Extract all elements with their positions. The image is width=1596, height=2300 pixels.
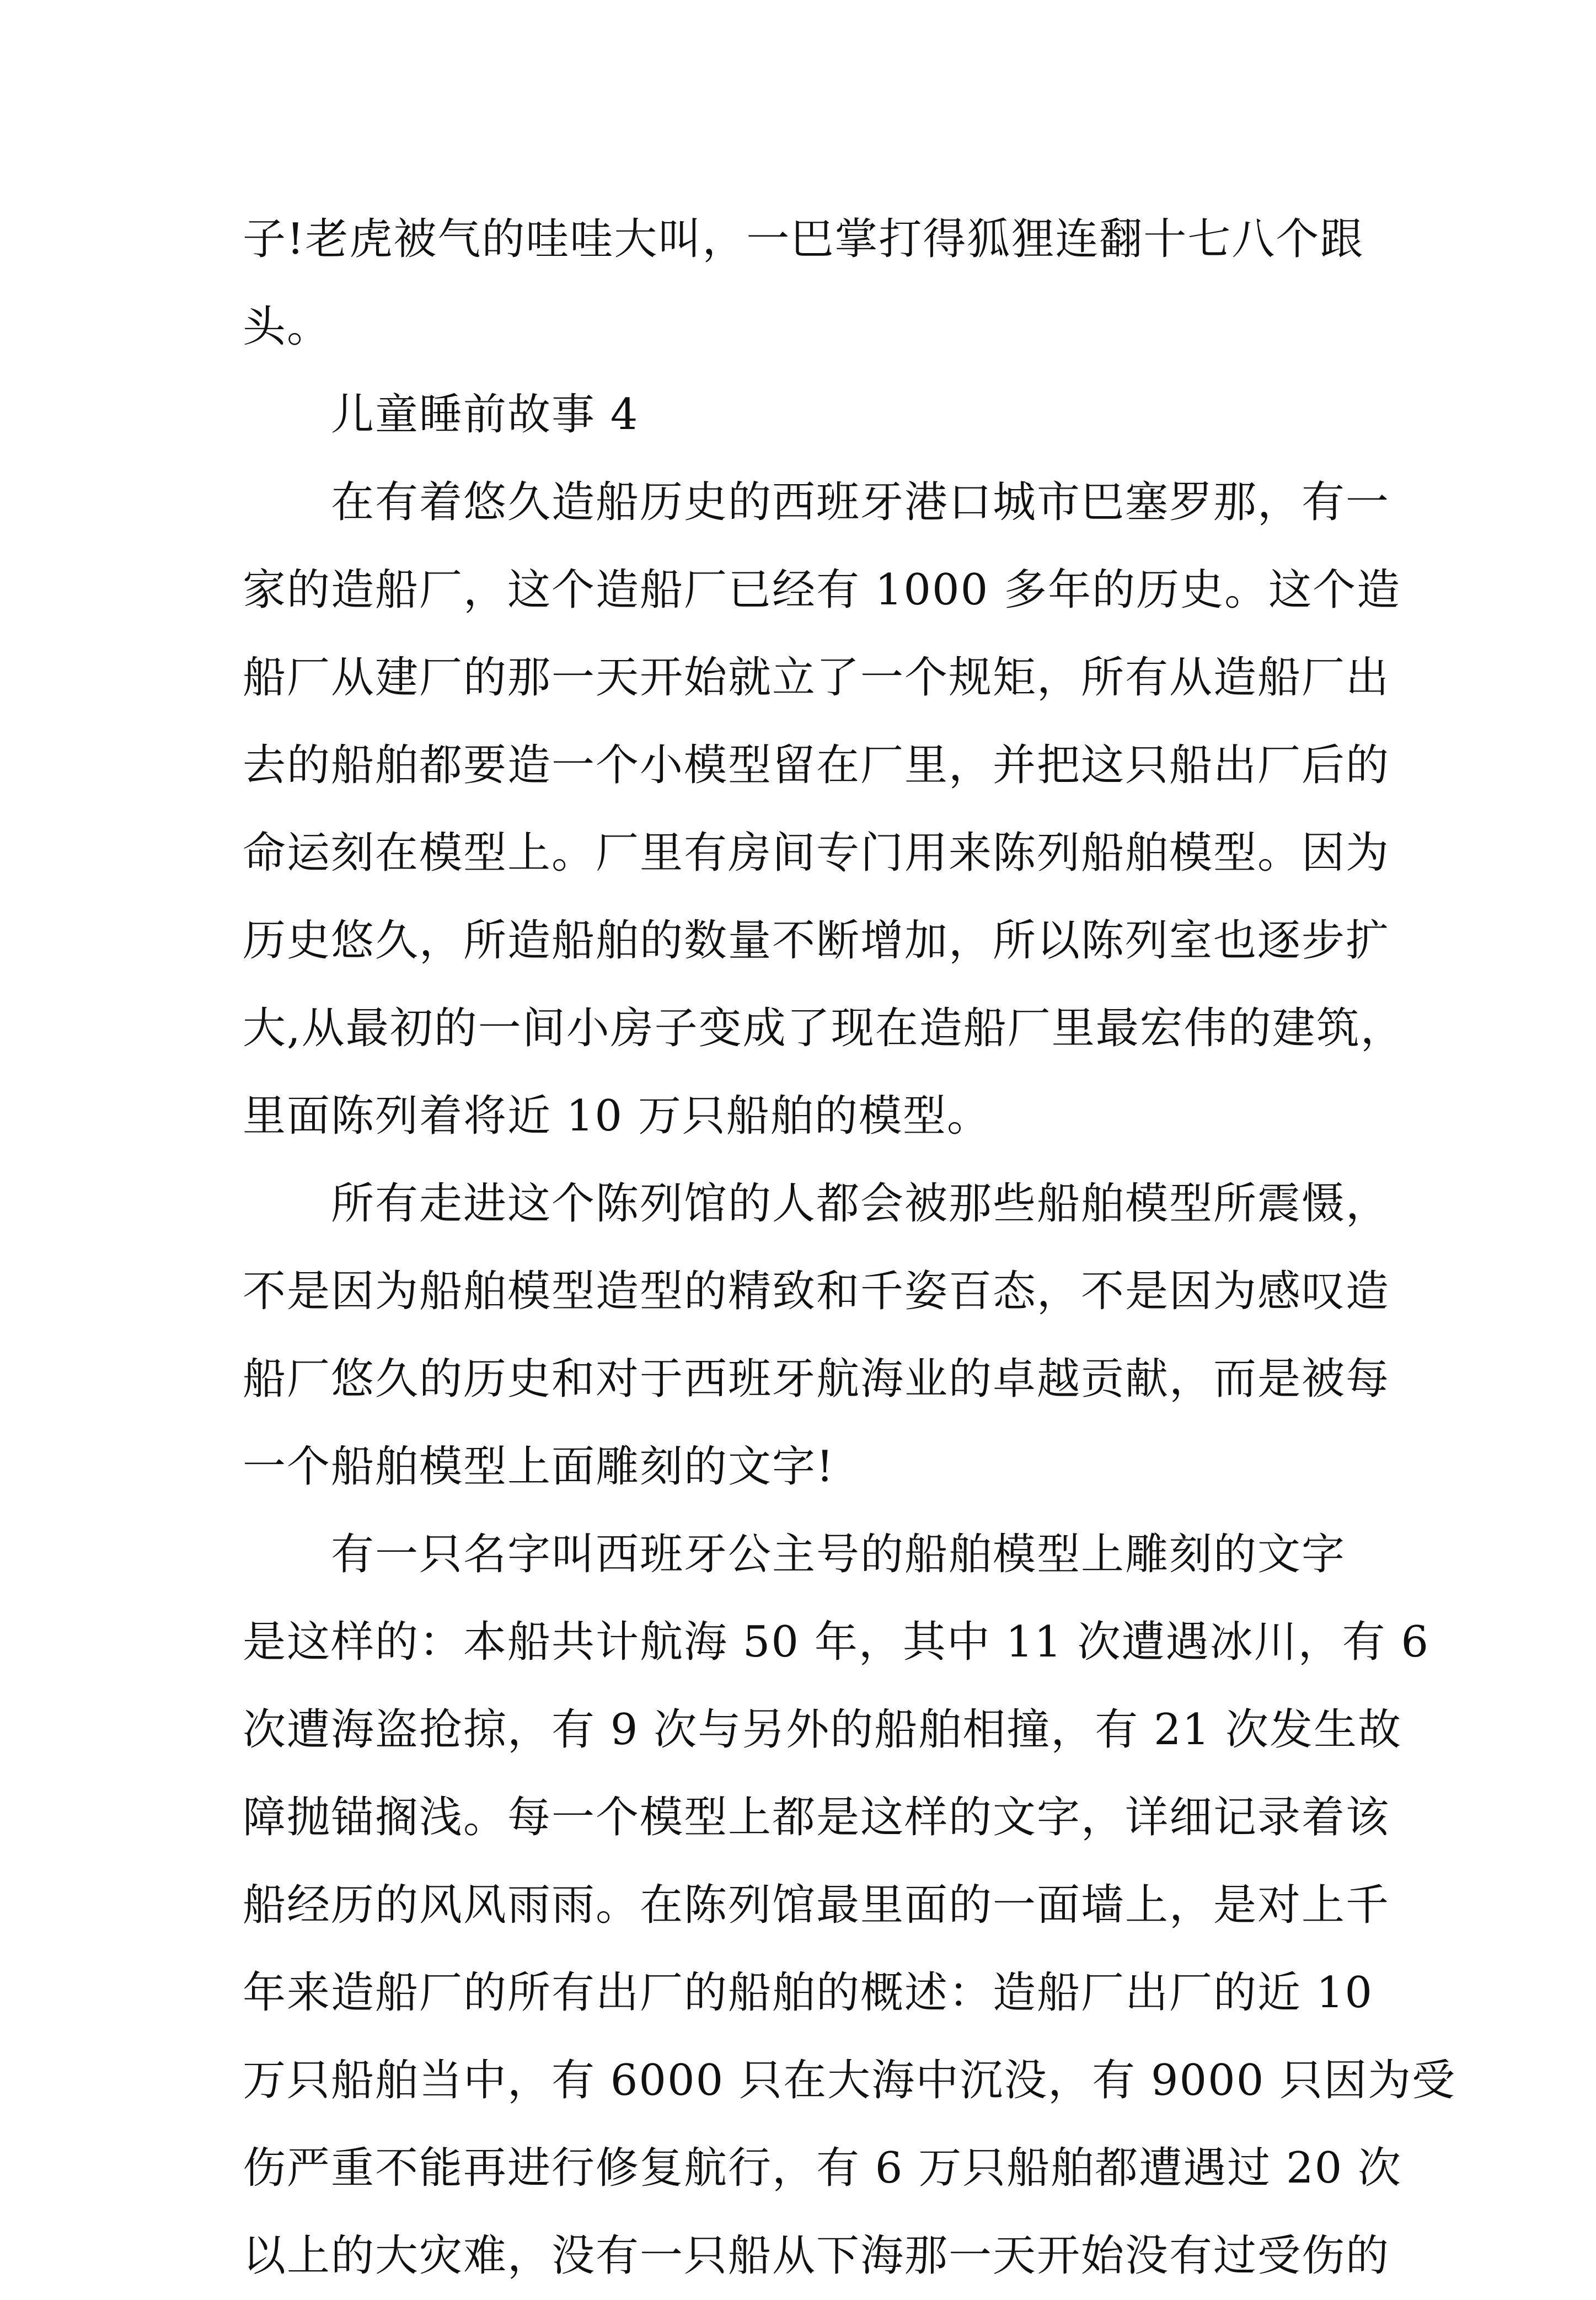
text-line: 去的船舶都要造一个小模型留在厂里，并把这只船出厂后的: [243, 741, 1390, 790]
paragraph-2: [243, 1160, 1390, 1511]
text-line: 不是因为船舶模型造型的精致和千姿百态，不是因为感叹造: [243, 1267, 1390, 1316]
text-line: 家的造船厂，这个造船厂已经有 1000 多年的历史。这个造: [243, 565, 1401, 615]
text-line: 在有着悠久造船历史的西班牙港口城市巴塞罗那，有一: [331, 478, 1390, 527]
text-line: 伤严重不能再进行修复航行，有 6 万只船舶都遭遇过 20 次: [243, 2143, 1402, 2193]
text-line: 大,从最初的一间小房子变成了现在造船厂里最宏伟的建筑，: [243, 1004, 1405, 1053]
paragraph-continued: [243, 196, 1364, 371]
text-line: 次遭海盗抢掠，有 9 次与另外的船舶相撞，有 21 次发生故: [243, 1705, 1402, 1755]
text-line: 船厂悠久的历史和对于西班牙航海业的卓越贡献，而是被每: [243, 1354, 1390, 1404]
text-line: 障抛锚搁浅。每一个模型上都是这样的文字，详细记录着该: [243, 1793, 1390, 1842]
text-line: 年来造船厂的所有出厂的船舶的概述：造船厂出厂的近 10: [243, 1968, 1374, 2018]
text-line: 一个船舶模型上面雕刻的文字!: [243, 1442, 835, 1492]
heading-text: 儿童睡前故事 4: [331, 390, 639, 439]
text-line: 里面陈列着将近 10 万只船舶的模型。: [243, 1091, 991, 1141]
text-line: 船厂从建厂的那一天开始就立了一个规矩，所有从造船厂出: [243, 653, 1390, 703]
text-line: 历史悠久，所造船舶的数量不断增加，所以陈列室也逐步扩: [243, 916, 1390, 966]
text-line: 命运刻在模型上。厂里有房间专门用来陈列船舶模型。因为: [243, 828, 1390, 878]
text-line: 所有走进这个陈列馆的人都会被那些船舶模型所震慑，: [331, 1179, 1390, 1229]
paragraph-3: [243, 1511, 1456, 2300]
story-heading: [243, 371, 1359, 459]
text-line: 以上的大灾难，没有一只船从下海那一天开始没有过受伤的: [243, 2231, 1390, 2281]
text-line: 是这样的：本船共计航海 50 年，其中 11 次遭遇冰川，有 6: [243, 1617, 1430, 1667]
text-line: 万只船舶当中，有 6000 只在大海中沉没，有 9000 只因为受: [243, 2056, 1456, 2105]
text-line: 船经历的风风雨雨。在陈列馆最里面的一面墙上，是对上千: [243, 1880, 1390, 1930]
text-line: 子!老虎被气的哇哇大叫，一巴掌打得狐狸连翻十七八个跟: [243, 215, 1364, 264]
text-line: 有一只名字叫西班牙公主号的船舶模型上雕刻的文字: [331, 1530, 1346, 1579]
paragraph-1: [243, 459, 1405, 1160]
document-body: [243, 196, 1456, 2300]
text-line: 头。: [243, 302, 331, 352]
